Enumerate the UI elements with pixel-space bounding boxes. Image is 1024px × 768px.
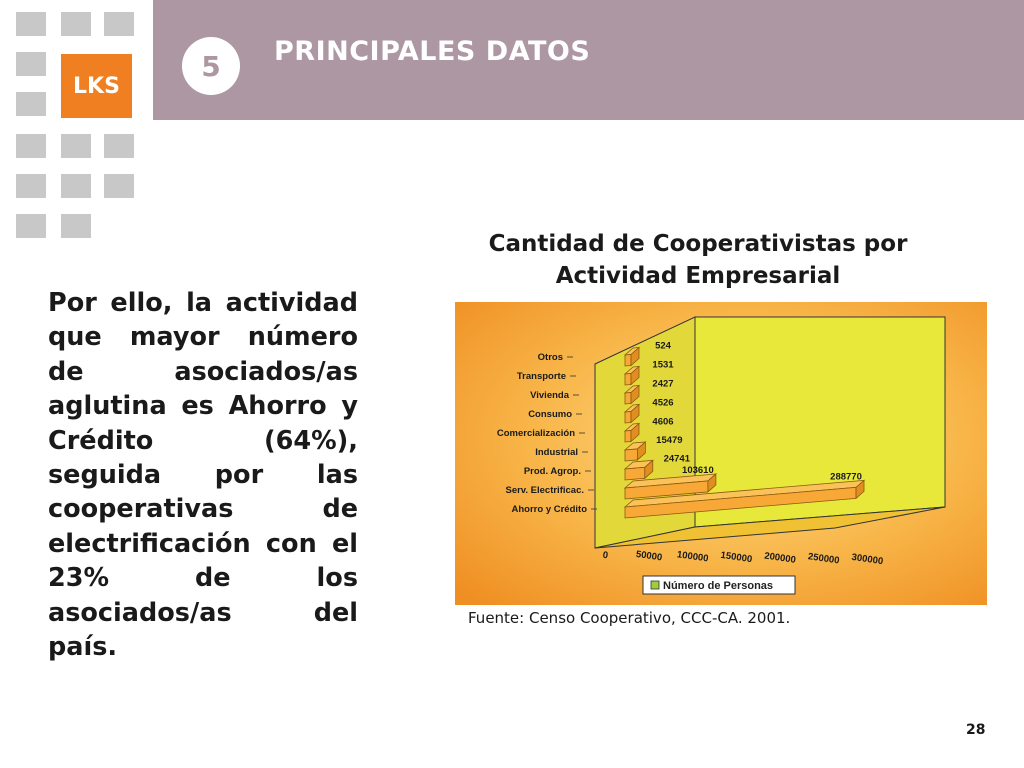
- decor-square: [104, 12, 134, 36]
- bar-front-face: [625, 354, 631, 366]
- chart-source: Fuente: Censo Cooperativo, CCC-CA. 2001.: [468, 609, 791, 627]
- decor-square: [16, 214, 46, 238]
- category-label: Transporte: [516, 371, 566, 382]
- bar-front-face: [625, 373, 631, 385]
- x-tick-label: 50000: [635, 548, 663, 564]
- decor-square: [16, 12, 46, 36]
- decor-square: [61, 12, 91, 36]
- value-label: 103610: [682, 464, 714, 476]
- logo-text: LKS: [73, 73, 120, 99]
- decor-square: [104, 174, 134, 198]
- section-number-badge: [182, 37, 240, 95]
- category-label: Vivienda: [530, 390, 569, 401]
- category-label: Industrial: [535, 447, 578, 458]
- x-tick-label: 300000: [850, 551, 884, 568]
- x-tick-label: 150000: [719, 549, 753, 566]
- bar-front-face: [625, 430, 631, 442]
- x-tick-label: 100000: [676, 549, 710, 565]
- bar-front-face: [625, 449, 637, 461]
- decor-square: [61, 214, 91, 238]
- bar-front-face: [625, 411, 631, 423]
- value-label: 524: [655, 340, 671, 352]
- category-label: Prod. Agrop.: [523, 466, 581, 477]
- value-label: 1531: [652, 359, 674, 371]
- value-label: 4526: [652, 397, 674, 409]
- chart-title: Cantidad de Cooperativistas por Actividad Empresarial: [488, 231, 908, 289]
- decor-square: [16, 52, 46, 76]
- value-label: 4606: [652, 416, 674, 428]
- section-title: PRINCIPALES DATOS: [274, 36, 591, 67]
- x-tick-label: 200000: [763, 550, 797, 566]
- page-number: 28: [966, 722, 986, 738]
- x-tick-label: 0: [601, 549, 609, 562]
- category-label: Consumo: [528, 409, 572, 420]
- category-label: Ahorro y Crédito: [511, 504, 587, 515]
- lks-logo: [61, 54, 132, 118]
- decor-square: [61, 134, 91, 158]
- category-label: Comercialización: [496, 428, 575, 439]
- decor-square: [61, 174, 91, 198]
- category-label: Otros: [537, 352, 563, 363]
- chart-svg: [455, 302, 987, 605]
- chart: [455, 302, 987, 605]
- category-label: Serv. Electrificac.: [505, 485, 584, 496]
- legend-swatch: [651, 581, 659, 589]
- value-label: 24741: [663, 453, 691, 465]
- body-paragraph: Por ello, la actividad que mayor número de asociados/as aglutina es Ahorro y Crédito (64%), seguida por las cooperativas de electrificación con el 23% de los asociados/as del país.: [48, 288, 358, 663]
- value-label: 15479: [656, 434, 683, 446]
- bar-front-face: [625, 467, 645, 480]
- decor-square: [16, 174, 46, 198]
- x-tick-label: 250000: [807, 551, 841, 567]
- legend-label: Número de Personas: [663, 580, 774, 592]
- value-label: 288770: [830, 471, 862, 483]
- decor-square: [16, 92, 46, 116]
- decor-square: [104, 134, 134, 158]
- decor-square: [16, 134, 46, 158]
- section-number: 5: [201, 49, 221, 83]
- value-label: 2427: [652, 378, 674, 390]
- bar-front-face: [625, 392, 631, 404]
